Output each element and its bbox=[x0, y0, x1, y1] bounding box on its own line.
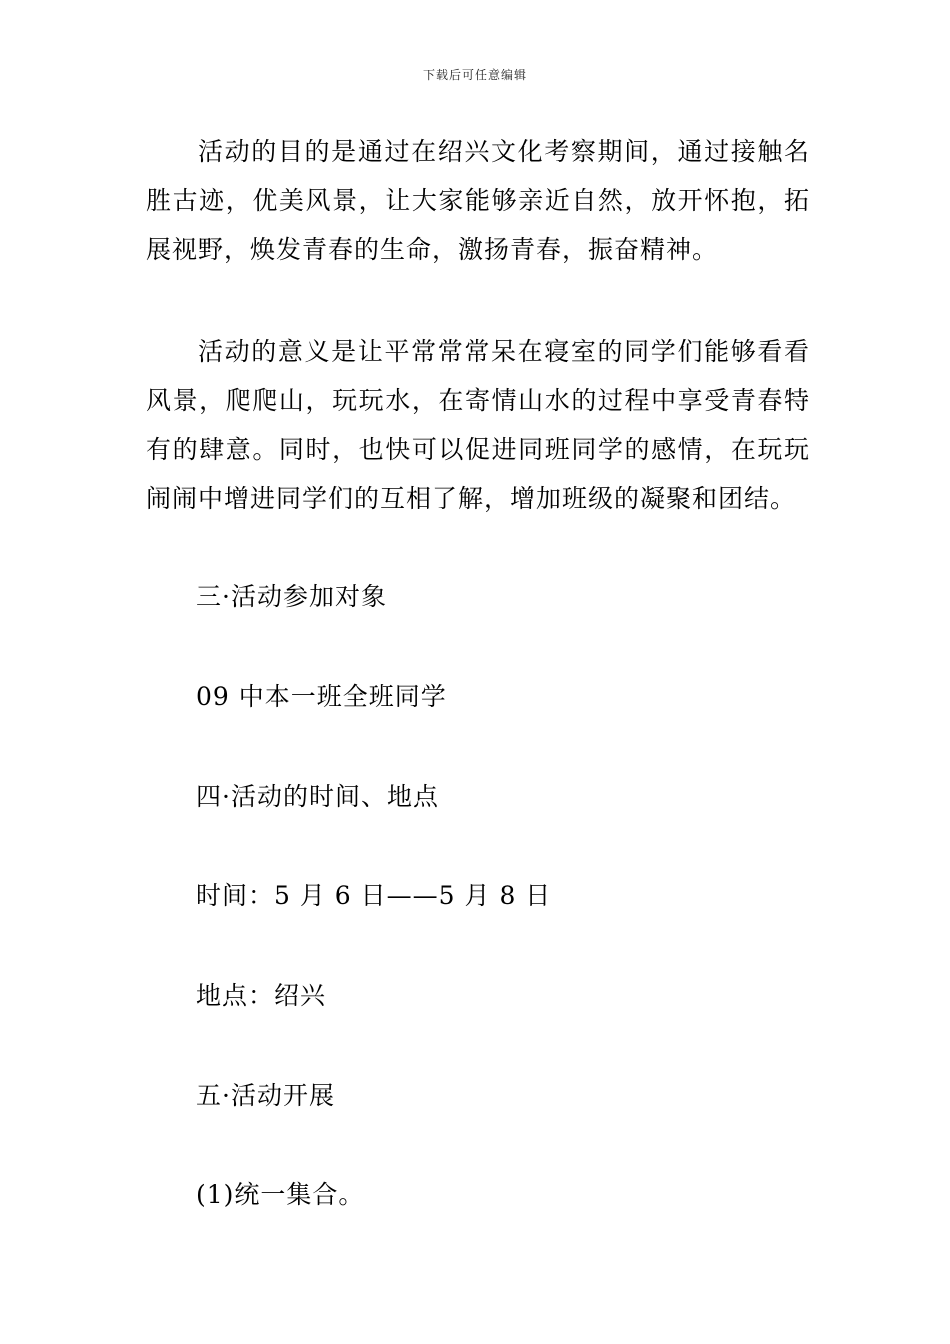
page-header-note: 下载后可任意编辑 bbox=[422, 68, 527, 82]
section-four-heading: 四·活动的时间、地点 bbox=[196, 782, 439, 811]
time-text: 时间：5 月 6 日——5 月 8 日 bbox=[196, 881, 552, 910]
participants-text: 09 中本一班全班同学 bbox=[196, 682, 447, 711]
step-one-text: (1)统一集合。 bbox=[196, 1180, 365, 1209]
significance-paragraph-block bbox=[146, 327, 810, 523]
section-three-heading: 三·活动参加对象 bbox=[196, 582, 387, 611]
purpose-paragraph-block bbox=[146, 127, 810, 274]
significance-paragraph: 活动的意义是让平常常常呆在寝室的同学们能够看看风景，爬爬山，玩玩水，在寄情山水的过程中享受青春特有的肆意。同时，也快可以促进同班同学的感情，在玩玩闹闹中增进同学们的互相了解，增加班级的凝聚和团结。 bbox=[146, 337, 810, 513]
section-five-heading: 五·活动开展 bbox=[196, 1081, 335, 1110]
location-text: 地点：绍兴 bbox=[196, 981, 327, 1010]
purpose-paragraph: 活动的目的是通过在绍兴文化考察期间，通过接触名胜古迹，优美风景，让大家能够亲近自然，放开怀抱，拓展视野，焕发青春的生命，激扬青春，振奋精神。 bbox=[146, 137, 810, 264]
